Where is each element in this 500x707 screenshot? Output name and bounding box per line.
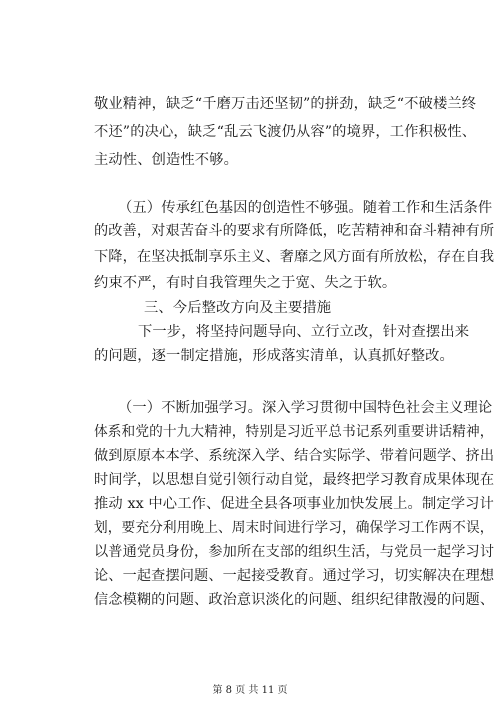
text-line: 主动性、创造性不够。: [94, 152, 238, 168]
text-line: 的改善，对艰苦奋斗的要求有所降低，吃苦精神和奋斗精神有所: [94, 223, 495, 239]
text-line: （一）不断加强学习。深入学习贯彻中国特色社会主义理论: [118, 400, 493, 416]
text-line: 体系和党的十九大精神，特别是习近平总书记系列重要讲话精神，: [94, 424, 494, 440]
text-line: 下一步，将坚持问题导向、立行立改，针对查摆出来: [138, 324, 470, 340]
section-heading: 三、今后整改方向及主要措施: [144, 300, 332, 316]
text-line: 做到原原本本学、系统深入学、结合实际学、带着问题学、挤出: [94, 448, 495, 464]
text-line: （五）传承红色基因的创造性不够强。随着工作和生活条件: [118, 200, 493, 216]
page-number-footer: 第 8 页 共 11 页: [212, 685, 288, 696]
text-line: 的问题，逐一制定措施，形成落实清单，认真抓好整改。: [94, 348, 454, 364]
text-line: 约束不严，有时自我管理失之于宽、失之于软。: [94, 275, 397, 291]
text-line: 下降，在坚决抵制享乐主义、奢靡之风方面有所放松，存在自我: [94, 249, 495, 265]
text-line: 划，要充分利用晚上、周末时间进行学习，确保学习工作两不误，: [94, 520, 494, 536]
text-line: 论、一起查摆问题、一起接受教育。通过学习，切实解决在理想: [94, 568, 495, 584]
text-line: 以普通党员身份，参加所在支部的组织生活，与党员一起学习讨: [94, 544, 495, 560]
text-line: 信念模糊的问题、政治意识淡化的问题、组织纪律散漫的问题、: [94, 592, 495, 608]
text-line: 推动 xx 中心工作、促进全县各项事业加快发展上。制定学习计: [94, 496, 494, 512]
text-line: 不还”的决心，缺乏“乱云飞渡仍从容”的境界，工作积极性、: [94, 124, 477, 140]
text-line: 敬业精神，缺乏“千磨万击还坚韧”的拼劲，缺乏“不破楼兰终: [94, 96, 477, 112]
text-line: 时间学，以思想自觉引领行动自觉，最终把学习教育成果体现在: [94, 472, 495, 488]
